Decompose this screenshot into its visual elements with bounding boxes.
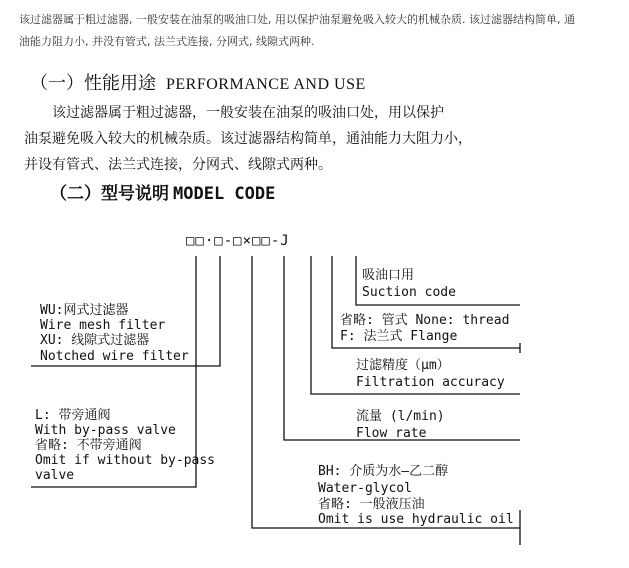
label-medium-c: 省略: 一般液压油 xyxy=(318,497,425,512)
model-code-format: □□·□-□×□□-J xyxy=(186,233,290,249)
label-type-d: Notched wire filter xyxy=(40,349,189,364)
label-connection-a: 省略: 管式 None: thread xyxy=(340,313,510,328)
label-valve-a: L: 带旁通阀 xyxy=(35,408,111,423)
intro-line-1: 该过滤器属于粗过滤器, 一般安装在油泵的吸油口处, 用以保护油泵避免吸入较大的机械杂质. 该过滤器结构简单, 通 xyxy=(19,13,575,26)
label-flow-en: Flow rate xyxy=(356,426,427,441)
label-medium-a: BH: 介质为水—乙二醇 xyxy=(318,464,449,479)
label-medium-d: Omit is use hydraulic oil xyxy=(318,512,514,527)
section-performance-title-cn: （一）性能用途 xyxy=(30,73,156,94)
label-suction-en: Suction code xyxy=(362,285,456,300)
label-connection-b: F: 法兰式 Flange xyxy=(340,329,458,344)
section-model-title-en: MODEL CODE xyxy=(173,184,276,204)
section-model-title-cn: （二）型号说明 xyxy=(50,184,169,204)
label-valve-d: Omit if without by-pass xyxy=(35,453,216,468)
body-line-2: 油泵避免吸入较大的机械杂质。该过滤器结构简单，通油能力大阻力小， xyxy=(24,131,472,147)
label-flow-cn: 流量 (l/min) xyxy=(356,409,445,424)
label-suction-cn: 吸油口用 xyxy=(362,268,415,283)
label-valve-c: 省略: 不带旁通阀 xyxy=(35,438,142,453)
body-line-1: 该过滤器属于粗过滤器，一般安装在油泵的吸油口处，用以保护 xyxy=(24,105,444,121)
label-type-a: WU:网式过滤器 xyxy=(40,303,129,318)
label-precision-en: Filtration accuracy xyxy=(356,375,505,390)
label-precision-cn: 过滤精度（μm） xyxy=(356,358,450,373)
body-line-3: 并设有管式、法兰式连接，分网式、线隙式两种。 xyxy=(24,157,332,173)
label-valve-e: valve xyxy=(35,468,75,483)
label-type-c: XU: 线隙式过滤器 xyxy=(40,333,150,348)
intro-line-2: 油能力阻力小, 并没有管式, 法兰式连接, 分网式, 线隙式两种. xyxy=(19,35,315,48)
label-type-b: Wire mesh filter xyxy=(40,318,166,333)
label-valve-b: With by-pass valve xyxy=(35,423,176,438)
section-performance-title-en: PERFORMANCE AND USE xyxy=(166,76,366,93)
label-medium-b: Water-glycol xyxy=(318,481,412,496)
